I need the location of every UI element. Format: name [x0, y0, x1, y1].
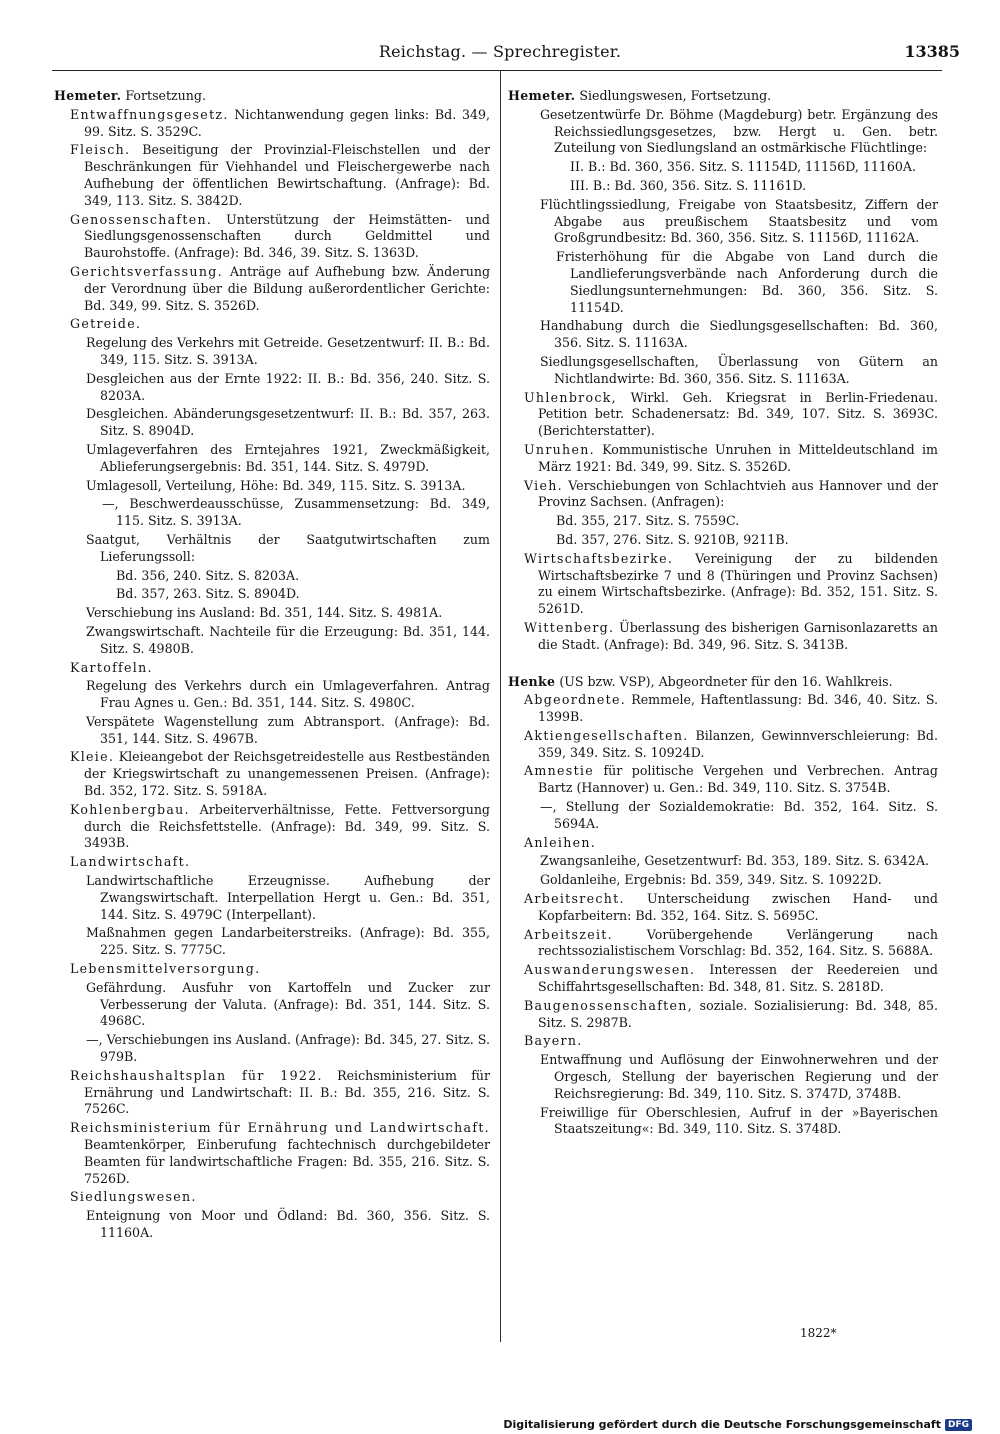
entry-text: Beamtenkörper, Einberufung fachtechnisch durchgebildeter Beamten für landwirtschaftliche Fragen: Bd. 355, 216. Sitz. S. 7526D. — [84, 1137, 490, 1186]
register-entry — [570, 178, 938, 195]
entry-text: Wirkl. Geh. Kriegsrat in Berlin-Friedenau. Petition betr. Schadenersatz: Bd. 349, 107. Sitz. S. 3693C. (Berichterstatter). — [538, 389, 938, 439]
register-entry — [524, 478, 938, 512]
register-entry — [70, 142, 490, 209]
entry-text: Siedlungswesen, Fortsetzung. — [579, 88, 772, 103]
register-entry — [70, 802, 490, 852]
entry-topic: Gerichtsverfassung. — [70, 263, 223, 279]
entry-text: Zwangswirtschaft. Nachteile für die Erzeugung: Bd. 351, 144. Sitz. S. 4980B. — [86, 623, 490, 656]
entry-topic: Unruhen. — [524, 441, 595, 457]
register-entry — [524, 390, 938, 440]
entry-topic: Kleie. — [70, 749, 115, 765]
entry-topic: Getreide. — [70, 316, 142, 332]
entry-text: Bd. 357, 263. Sitz. S. 8904D. — [116, 586, 300, 602]
entry-text: II. B.: Bd. 360, 356. Sitz. S. 11154D, 11156D, 11160A. — [570, 159, 917, 175]
entry-text: Landwirtschaftliche Erzeugnisse. Aufhebung der Zwangswirtschaft. Interpellation Hergt u. Gen.: Bd. 351, 144. Sitz. S. 4979C (Interpellant). — [86, 873, 490, 922]
signature-mark: 1822* — [800, 1326, 837, 1340]
entry-topic: Uhlenbrock, — [524, 389, 617, 405]
register-entry — [86, 442, 490, 476]
register-entry — [540, 197, 938, 247]
entry-text: Kommunistische Unruhen in Mitteldeutschland im März 1921: Bd. 349, 99. Sitz. S. 3526D. — [538, 441, 938, 474]
entry-topic: Lebensmittelversorgung. — [70, 961, 261, 977]
register-entry — [86, 678, 490, 712]
entry-text: Beseitigung der Provinzial-Fleischstellen und der Beschränkungen für Viehhandel und Fleischergewerbe nach Aufhebung der öffentlichen Bewirtschaftung. (Anfrage): Bd. 349, 113. Sitz. S. 3842D. — [84, 142, 490, 208]
entry-text: Zwangsanleihe, Gesetzentwurf: Bd. 353, 189. Sitz. S. 6342A. — [540, 853, 930, 869]
running-title: Reichstag. — Sprechregister. — [378, 42, 622, 61]
section-gap — [508, 656, 938, 674]
register-entry — [524, 551, 938, 618]
entry-topic: Reichshaushaltsplan für 1922. — [70, 1067, 323, 1083]
register-entry — [86, 714, 490, 748]
register-entry — [86, 478, 490, 495]
entry-text: Desgleichen. Abänderungsgesetzentwurf: II. B.: Bd. 357, 263. Sitz. S. 8904D. — [86, 406, 490, 439]
register-entry — [86, 624, 490, 658]
entry-text: Gesetzentwürfe Dr. Böhme (Magdeburg) betr. Ergänzung des Reichssiedlungsgesetzes, bzw. Hergt u. Gen. betr. Zuteilung von Siedlungsland an ostmärkische Flüchtlinge: — [540, 106, 938, 156]
register-entry — [524, 728, 938, 762]
register-entry — [524, 927, 938, 961]
register-entry — [116, 568, 490, 585]
register-entry — [86, 873, 490, 923]
entry-text: Umlagesoll, Verteilung, Höhe: Bd. 349, 115. Sitz. S. 3913A. — [86, 477, 466, 493]
register-entry — [70, 264, 490, 314]
entry-text: Anträge auf Aufhebung bzw. Änderung der Verordnung über die Bildung außerordentlicher Gerichte: Bd. 349, 99. Sitz. S. 3526D. — [84, 263, 491, 313]
speaker-heading — [508, 88, 938, 105]
register-entry — [524, 620, 938, 654]
entry-topic: Amnestie — [524, 763, 595, 779]
register-entry — [70, 316, 490, 333]
register-entry — [70, 1068, 490, 1118]
entry-text: Saatgut, Verhältnis der Saatgutwirtschaften zum Lieferungssoll: — [86, 531, 490, 564]
entry-text: Bd. 357, 276. Sitz. S. 9210B, 9211B. — [556, 531, 789, 547]
entry-topic: Arbeitszeit. — [524, 926, 613, 942]
entry-topic: Auswanderungswesen. — [524, 962, 696, 978]
register-entry — [524, 998, 938, 1032]
entry-text: (US bzw. VSP), Abgeordneter für den 16. Wahlkreis. — [559, 673, 893, 689]
register-entry — [86, 335, 490, 369]
page-number: 13385 — [904, 42, 960, 61]
register-entry — [70, 749, 490, 799]
entry-text: Fristerhöhung für die Abgabe von Land durch die Landlieferungsverbände nach Anforderung durch die Siedlungsunternehmungen: Bd. 360, 356. Sitz. S. 11154D. — [556, 249, 938, 315]
entry-text: Handhabung durch die Siedlungsgesellschaften: Bd. 360, 356. Sitz. S. 11163A. — [540, 318, 938, 351]
register-entry — [86, 980, 490, 1030]
register-entry — [540, 354, 938, 388]
register-entry — [540, 1052, 938, 1102]
register-entry — [556, 249, 938, 316]
entry-topic: Bayern. — [524, 1033, 583, 1049]
register-entry — [524, 891, 938, 925]
register-entry — [86, 406, 490, 440]
register-entry — [70, 1189, 490, 1206]
register-entry — [70, 212, 490, 262]
entry-topic: Anleihen. — [524, 834, 597, 850]
entry-text: Vorübergehende Verlängerung nach rechtssozialistischem Vorschlag: Bd. 352, 164. Sitz. S. 5688A. — [538, 926, 938, 959]
entry-text: Interessen der Reedereien und Schiffahrtsgesellschaften: Bd. 348, 81. Sitz. S. 2818D. — [538, 962, 938, 995]
speaker-heading — [54, 88, 490, 105]
register-entry — [540, 853, 938, 870]
register-entry — [540, 107, 938, 157]
speaker-name: Hemeter. — [508, 88, 576, 103]
entry-topic: Aktiengesellschaften. — [524, 727, 689, 743]
right-column — [508, 88, 938, 1140]
entry-topic: Reichsministerium für Ernährung und Landwirtschaft. — [70, 1120, 490, 1136]
entry-topic: Kartoffeln. — [70, 659, 153, 675]
speaker-name: Henke — [508, 673, 556, 689]
entry-text: Bilanzen, Gewinnverschleierung: Bd. 359, 349. Sitz. S. 10924D. — [538, 727, 938, 760]
entry-text: Maßnahmen gegen Landarbeiterstreiks. (Anfrage): Bd. 355, 225. Sitz. S. 7775C. — [86, 925, 490, 958]
speaker-heading — [508, 674, 938, 691]
register-entry — [86, 532, 490, 566]
entry-topic: Arbeitsrecht. — [524, 891, 625, 907]
speaker-name: Hemeter. — [54, 88, 122, 103]
entry-text: Verschiebungen von Schlachtvieh aus Hannover und der Provinz Sachsen. (Anfragen): — [538, 477, 938, 510]
entry-topic: Landwirtschaft. — [70, 854, 191, 870]
register-entry — [570, 159, 938, 176]
register-entry — [524, 1033, 938, 1050]
entry-text: Umlageverfahren des Erntejahres 1921, Zweckmäßigkeit, Ablieferungsergebnis: Bd. 351, 144. Sitz. S. 4979D. — [86, 441, 490, 474]
entry-text: Freiwillige für Oberschlesien, Aufruf in der »Bayerischen Staatszeitung«: Bd. 349, 110. Sitz. S. 3748D. — [540, 1104, 938, 1137]
entry-text: Desgleichen aus der Ernte 1922: II. B.: Bd. 356, 240. Sitz. S. 8203A. — [86, 370, 490, 403]
entry-text: Regelung des Verkehrs durch ein Umlageverfahren. Antrag Frau Agnes u. Gen.: Bd. 351, 144. Sitz. S. 4980C. — [86, 678, 490, 711]
entry-text: Bd. 355, 217. Sitz. S. 7559C. — [556, 513, 740, 529]
column-divider — [500, 70, 501, 1342]
register-entry — [86, 605, 490, 622]
left-column — [54, 88, 490, 1244]
entry-text: Goldanleihe, Ergebnis: Bd. 359, 349. Sitz. S. 10922D. — [540, 872, 882, 888]
entry-topic: Fleisch. — [70, 142, 131, 158]
entry-text: —, Verschiebungen ins Ausland. (Anfrage): Bd. 345, 27. Sitz. S. 979B. — [86, 1032, 490, 1065]
register-entry — [556, 532, 938, 549]
entry-text: III. B.: Bd. 360, 356. Sitz. S. 11161D. — [570, 177, 807, 193]
credit-text: Digitalisierung gefördert durch die Deutsche Forschungsgemeinschaft — [503, 1418, 941, 1431]
register-entry — [86, 925, 490, 959]
entry-text: Überlassung des bisherigen Garnisonlazaretts an die Stadt. (Anfrage): Bd. 349, 96. Sitz. S. 3413B. — [538, 619, 938, 652]
register-entry — [556, 513, 938, 530]
register-entry — [70, 854, 490, 871]
footer-credit — [503, 1418, 972, 1431]
register-entry — [540, 1105, 938, 1139]
entry-text: Entwaffnung und Auflösung der Einwohnerwehren und der Orgesch, Stellung der bayerischen Regierung und der Reichsregierung: Bd. 349, 110. Sitz. S. 3747D, 3748B. — [540, 1052, 938, 1101]
entry-text: Enteignung von Moor und Ödland: Bd. 360, 356. Sitz. S. 11160A. — [86, 1208, 490, 1240]
entry-text: —, Beschwerdeausschüsse, Zusammensetzung: Bd. 349, 115. Sitz. S. 3913A. — [102, 496, 490, 529]
page-header — [40, 42, 960, 66]
entry-text: Bd. 356, 240. Sitz. S. 8203A. — [116, 567, 300, 583]
entry-text: —, Stellung der Sozialdemokratie: Bd. 352, 164. Sitz. S. 5694A. — [540, 799, 938, 831]
entry-topic: Wirtschaftsbezirke. — [524, 550, 674, 566]
register-entry — [540, 799, 938, 833]
register-entry — [70, 107, 490, 141]
entry-text: Nichtanwendung gegen links: Bd. 349, 99. Sitz. S. 3529C. — [84, 106, 490, 139]
entry-text: Unterscheidung zwischen Hand- und Kopfarbeitern: Bd. 352, 164. Sitz. S. 5695C. — [538, 891, 938, 923]
entry-topic: Abgeordnete. — [524, 692, 627, 708]
entry-topic: Genossenschaften. — [70, 211, 213, 227]
header-rule — [52, 70, 942, 71]
entry-text: Gefährdung. Ausfuhr von Kartoffeln und Zucker zur Verbesserung der Valuta. (Anfrage): Bd. 351, 144. Sitz. S. 4968C. — [86, 979, 490, 1029]
entry-text: soziale. Sozialisierung: Bd. 348, 85. Sitz. S. 2987B. — [538, 997, 938, 1030]
entry-text: Verspätete Wagenstellung zum Abtransport. (Anfrage): Bd. 351, 144. Sitz. S. 4967B. — [86, 713, 490, 746]
entry-topic: Entwaffnungsgesetz. — [70, 106, 229, 122]
register-entry — [524, 962, 938, 996]
register-entry — [70, 660, 490, 677]
entry-text: Flüchtlingssiedlung, Freigabe von Staatsbesitz, Ziffern der Abgabe aus preußischem Staatsbesitz und vom Großgrundbesitz: Bd. 360, 356. Sitz. S. 11156D, 11162A. — [540, 196, 938, 246]
register-entry — [70, 1120, 490, 1187]
register-entry — [86, 1208, 490, 1242]
entry-text: Arbeiterverhältnisse, Fette. Fettversorgung durch die Reichsfettstelle. (Anfrage): Bd. 349, 99. Sitz. S. 3493B. — [84, 801, 490, 851]
entry-text: Unterstützung der Heimstätten- und Siedlungsgenossenschaften durch Geldmittel und Baurohstoffe. (Anfrage): Bd. 346, 39. Sitz. S. 1363D. — [84, 211, 490, 261]
register-entry — [524, 835, 938, 852]
register-entry — [524, 692, 938, 726]
register-entry — [524, 442, 938, 476]
entry-text: Remmele, Haftentlassung: Bd. 346, 40. Sitz. S. 1399B. — [538, 692, 938, 725]
entry-text: für politische Vergehen und Verbrechen. Antrag Bartz (Hannover) u. Gen.: Bd. 349, 110. Sitz. S. 3754B. — [538, 763, 938, 796]
entry-topic: Kohlenbergbau. — [70, 801, 190, 817]
entry-topic: Siedlungswesen. — [70, 1189, 197, 1205]
register-entry — [540, 318, 938, 352]
entry-text: Vereinigung der zu bildenden Wirtschaftsbezirke 7 und 8 (Thüringen und Provinz Sachsen) zu einem Wirtschaftsbezirke. (Anfrage): Bd. 352, 151. Sitz. S. 5261D. — [538, 550, 938, 617]
entry-text: Siedlungsgesellschaften, Überlassung von Gütern an Nichtlandwirte: Bd. 360, 356. Sitz. S. 11163A. — [540, 353, 938, 386]
entry-text: Kleieangebot der Reichsgetreidestelle aus Restbeständen der Kriegswirtschaft zu unangemessenen Preisen. (Anfrage): Bd. 352, 172. Sitz. S. 5918A. — [84, 749, 490, 799]
entry-text: Regelung des Verkehrs mit Getreide. Gesetzentwurf: II. B.: Bd. 349, 115. Sitz. S. 3913A. — [86, 335, 490, 367]
register-entry — [86, 1032, 490, 1066]
entry-topic: Baugenossenschaften, — [524, 997, 693, 1013]
entry-text: Verschiebung ins Ausland: Bd. 351, 144. Sitz. S. 4981A. — [86, 605, 443, 621]
register-entry — [540, 872, 938, 889]
register-entry — [86, 371, 490, 405]
dfg-logo-icon: DFG — [945, 1419, 972, 1431]
register-entry — [102, 496, 490, 530]
register-entry — [70, 961, 490, 978]
entry-text: Reichsministerium für Ernährung und Landwirtschaft: II. B.: Bd. 355, 216. Sitz. S. 7526C. — [84, 1067, 490, 1117]
entry-text: Fortsetzung. — [125, 88, 206, 103]
register-entry — [116, 586, 490, 603]
register-entry — [524, 763, 938, 797]
entry-topic: Vieh. — [524, 477, 563, 493]
entry-topic: Wittenberg. — [524, 619, 615, 635]
